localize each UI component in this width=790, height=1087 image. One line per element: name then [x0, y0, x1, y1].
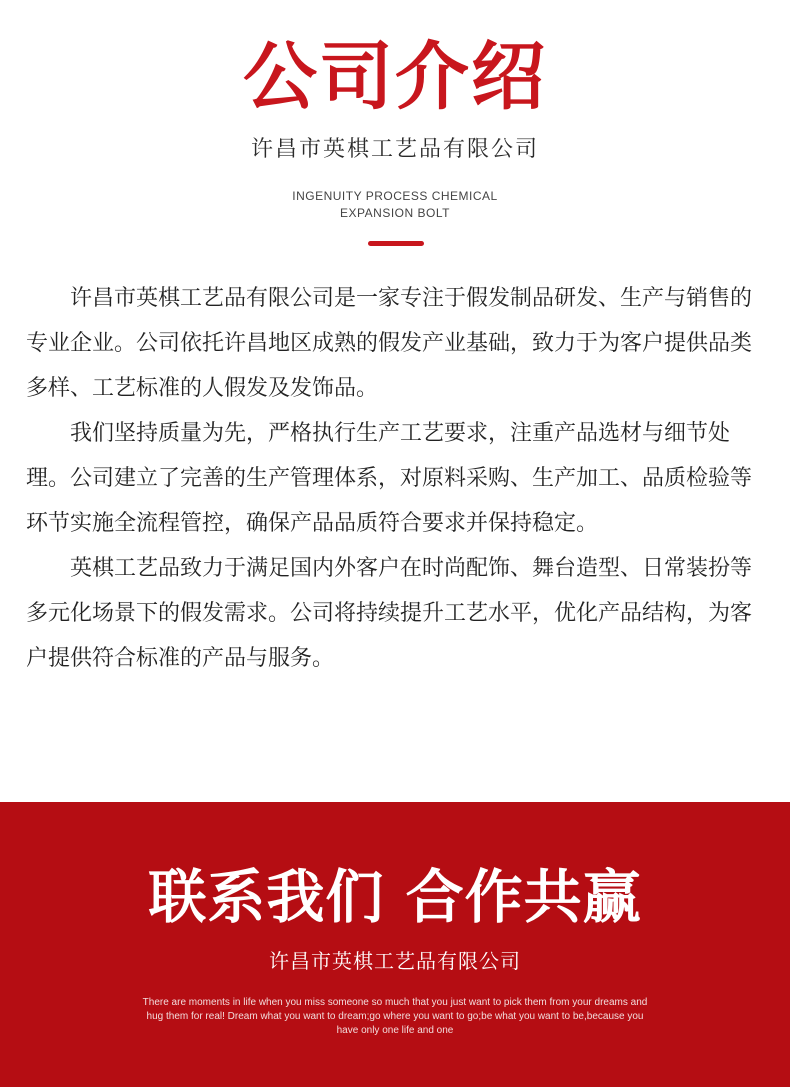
intro-company-name: 许昌市英棋工艺品有限公司 [250, 137, 539, 162]
contact-banner [0, 802, 790, 1087]
intro-english-line-2: EXPANSION BOLT [340, 206, 450, 220]
contact-title: 联系我们 合作共赢 [148, 863, 642, 931]
intro-paragraph-2: 我们坚持质量为先，严格执行生产工艺要求，注重产品选材与细节处理。公司建立了完善的生产管理体系，对原料采购、生产加工、品质检验等环节实施全流程管控，确保产品品质符合要求并保持稳定。 [26, 421, 753, 536]
intro-paragraph-1: 许昌市英棋工艺品有限公司是一家专注于假发制品研发、生产与销售的专业企业。公司依托许昌地区成熟的假发产业基础，致力于为客户提供品类多样、工艺标准的人假发及发饰品。 [26, 286, 753, 401]
intro-title: 公司介绍 [243, 34, 547, 120]
intro-divider [368, 241, 424, 246]
intro-paragraph-3: 英棋工艺品致力于满足国内外客户在时尚配饰、舞台造型、日常装扮等多元化场景下的假发需求。公司将持续提升工艺水平，优化产品结构，为客户提供符合标准的产品与服务。 [26, 556, 753, 671]
intro-english-line-1: INGENUITY PROCESS CHEMICAL [292, 189, 498, 203]
intro-body [26, 276, 766, 681]
intro-english-subtitle [0, 188, 790, 222]
contact-english-text: There are moments in life when you miss someone so much that you just want to pick them from your dreams and hug them for real! Dream what you want to dream;go where you want to go;be what you want to be,because you have only one life and one [142, 997, 648, 1036]
contact-company-name: 许昌市英棋工艺品有限公司 [269, 949, 521, 973]
